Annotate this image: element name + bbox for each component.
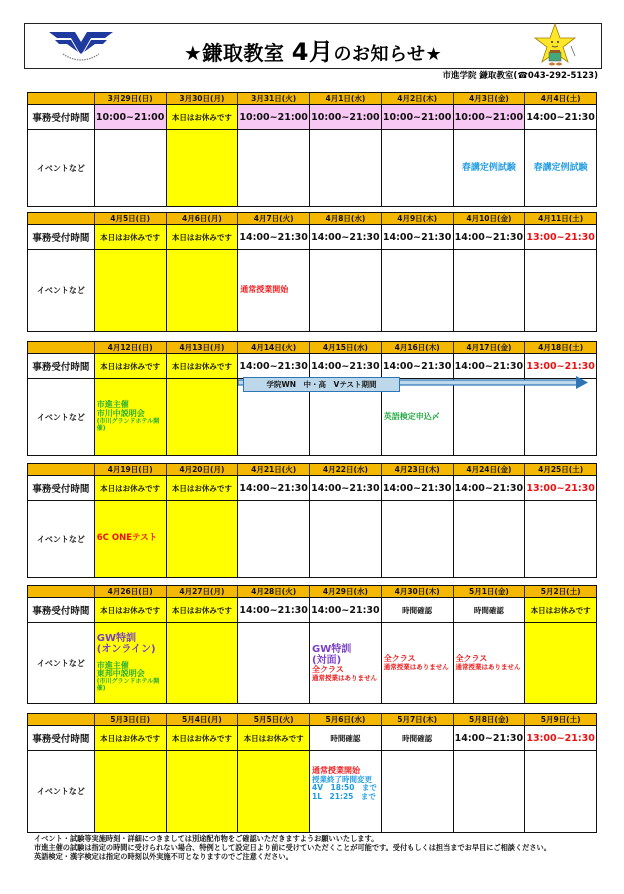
event-text: 英語検定申込〆 — [383, 411, 440, 421]
hours-cell: 14:00~21:30 — [381, 225, 453, 249]
hours-cell: 14:00~21:30 — [453, 354, 525, 378]
hours-cell-confirm: 時間確認 — [453, 598, 525, 622]
date-cell: 5月7日(木) — [381, 714, 453, 725]
week-block — [27, 212, 597, 332]
date-header-row — [28, 212, 596, 224]
week-block — [27, 463, 597, 578]
date-cell: 4月22日(水) — [309, 464, 381, 475]
vtest-period-banner: 学院WN 中・高 Vテスト期間 — [243, 377, 400, 392]
reception-hours-label: 事務受付時間 — [32, 606, 90, 617]
date-cell: 4月20日(月) — [166, 464, 238, 475]
event-cell — [381, 250, 453, 331]
hours-cell: 14:00~21:30 — [453, 726, 525, 750]
hours-cell-closed: 本日はお休みです — [166, 225, 238, 249]
event-cell-closed — [166, 623, 238, 703]
hours-cell-confirm: 時間確認 — [381, 726, 453, 750]
date-cell: 4月13日(月) — [166, 342, 238, 353]
event-cell — [524, 751, 596, 832]
hours-cell: 14:00~21:30 — [309, 598, 381, 622]
event-cell-closed — [524, 623, 596, 703]
hours-cell: 10:00~21:00 — [237, 105, 309, 129]
footer-note: 英語検定・漢字検定は指定の時刻以外実施不可となりますのでご注意ください。 — [34, 852, 293, 861]
event-cell — [237, 250, 309, 331]
date-cell: 5月6日(水) — [309, 714, 381, 725]
hours-cell-closed: 本日はお休みです — [94, 354, 166, 378]
footer-note: イベント・試験等実施時刻・詳細につきましては別途配布物をご確認いただきますようお願いいたします。 — [34, 834, 379, 843]
event-text: GW特訓 (オンライン) 市進主催 東邦中説明会 (市川グランドホテル開催) — [96, 633, 160, 693]
hours-cell-saturday: 13:00~21:30 — [524, 225, 596, 249]
date-header-row — [28, 585, 596, 597]
date-cell: 5月5日(火) — [237, 714, 309, 725]
footer-note: 市進主催の試験は指定の時間に受けられない場合、特例として設定日より前に受けていただくことが可能です。受付もしくは担当までお早目にご相談ください。 — [34, 843, 551, 852]
date-cell: 4月10日(金) — [453, 213, 525, 224]
header-banner — [24, 23, 602, 69]
date-cell: 3月31日(火) — [237, 93, 309, 104]
event-cell — [309, 751, 381, 832]
hours-cell-closed: 本日はお休みです — [166, 476, 238, 500]
hours-cell: 14:00~21:30 — [309, 476, 381, 500]
event-cell-closed — [94, 751, 166, 832]
hours-cell: 14:00~21:30 — [381, 354, 453, 378]
date-cell: 4月9日(木) — [381, 213, 453, 224]
event-cell — [94, 130, 166, 206]
event-cell — [381, 623, 453, 703]
reception-hours-label: 事務受付時間 — [32, 113, 90, 124]
reception-hours-row — [28, 104, 596, 129]
date-cell: 4月18日(土) — [524, 342, 596, 353]
hours-cell: 10:00~21:00 — [94, 105, 166, 129]
hours-cell-saturday: 13:00~21:30 — [524, 354, 596, 378]
date-cell: 4月24日(金) — [453, 464, 525, 475]
date-cell: 3月30日(月) — [166, 93, 238, 104]
school-contact: 市進学院 鎌取教室(☎043-292-5123) — [442, 71, 598, 81]
event-cell-closed — [94, 250, 166, 331]
date-header-row — [28, 341, 596, 353]
reception-hours-label: 事務受付時間 — [32, 734, 90, 745]
event-text: 通常授業開始 — [240, 285, 289, 295]
date-cell: 4月3日(金) — [453, 93, 525, 104]
event-cell — [309, 623, 381, 703]
date-cell: 4月30日(木) — [381, 586, 453, 597]
event-cell-closed — [237, 751, 309, 832]
event-cell — [453, 623, 525, 703]
date-header-row — [28, 92, 596, 104]
event-cell-closed — [166, 751, 238, 832]
date-cell: 4月27日(月) — [166, 586, 238, 597]
hours-cell-closed: 本日はお休みです — [524, 598, 596, 622]
events-row — [28, 750, 596, 832]
event-text: 6C ONEテスト — [96, 533, 158, 544]
date-header-row — [28, 713, 596, 725]
hours-cell-closed: 本日はお休みです — [166, 354, 238, 378]
date-cell: 4月5日(日) — [94, 213, 166, 224]
reception-hours-row — [28, 353, 596, 378]
hours-cell: 14:00~21:30 — [309, 225, 381, 249]
events-row — [28, 622, 596, 703]
event-cell-closed — [166, 250, 238, 331]
event-cell — [309, 250, 381, 331]
reception-hours-row — [28, 475, 596, 500]
date-cell: 4月7日(火) — [237, 213, 309, 224]
event-cell — [381, 130, 453, 206]
events-label: イベントなど — [36, 787, 85, 796]
date-header-row — [28, 463, 596, 475]
date-cell: 4月15日(水) — [309, 342, 381, 353]
hours-cell: 14:00~21:30 — [237, 354, 309, 378]
date-label-cell — [28, 342, 94, 353]
date-cell: 5月3日(日) — [94, 714, 166, 725]
event-cell — [453, 379, 525, 455]
hours-cell: 10:00~21:00 — [309, 105, 381, 129]
hours-cell: 14:00~21:30 — [453, 225, 525, 249]
date-cell: 4月1日(水) — [309, 93, 381, 104]
week-block — [27, 713, 597, 833]
event-text: 春講定例試験 — [533, 162, 588, 173]
hours-cell-closed: 本日はお休みです — [94, 476, 166, 500]
events-label: イベントなど — [36, 658, 85, 668]
date-cell: 4月28日(火) — [237, 586, 309, 597]
date-cell: 4月19日(日) — [94, 464, 166, 475]
date-cell: 3月29日(日) — [94, 93, 166, 104]
reception-hours-row — [28, 597, 596, 622]
reception-hours-label: 事務受付時間 — [32, 233, 90, 244]
date-cell: 4月6日(月) — [166, 213, 238, 224]
event-cell — [453, 751, 525, 832]
events-row — [28, 129, 596, 206]
hours-cell: 14:00~21:30 — [453, 476, 525, 500]
event-cell-closed — [94, 379, 166, 455]
hours-cell: 14:00~21:30 — [237, 476, 309, 500]
page-title: ★鎌取教室 4月のお知らせ★ — [183, 38, 443, 66]
event-cell-closed — [166, 501, 238, 577]
event-text: 通常授業開始 授業終了時間変更 4V 18:50 まで 1L 21:25 まで — [312, 766, 377, 801]
date-cell: 4月21日(火) — [237, 464, 309, 475]
event-cell — [453, 501, 525, 577]
event-cell-closed — [166, 379, 238, 455]
hours-cell-closed: 本日はお休みです — [237, 726, 309, 750]
event-text: 春講定例試験 — [461, 162, 516, 173]
date-label-cell — [28, 464, 94, 475]
hours-cell-closed: 本日はお休みです — [166, 105, 238, 129]
events-label: イベントなど — [36, 163, 85, 173]
hours-cell-closed: 本日はお休みです — [166, 598, 238, 622]
date-cell: 5月1日(金) — [453, 586, 525, 597]
date-cell: 4月2日(木) — [381, 93, 453, 104]
week-block — [27, 341, 597, 456]
star-mascot-icon — [525, 22, 585, 68]
event-cell — [524, 501, 596, 577]
hours-cell-saturday: 13:00~21:30 — [524, 726, 596, 750]
date-cell: 4月11日(土) — [524, 213, 596, 224]
event-cell — [453, 130, 525, 206]
date-cell: 4月25日(土) — [524, 464, 596, 475]
events-label: イベントなど — [36, 412, 85, 422]
event-cell-closed — [94, 501, 166, 577]
event-cell — [237, 501, 309, 577]
date-label-cell — [28, 213, 94, 224]
date-label-cell — [28, 714, 94, 725]
event-text: 全クラス 通常授業はありません — [383, 653, 449, 671]
date-cell: 4月8日(水) — [309, 213, 381, 224]
events-label: イベントなど — [36, 534, 85, 544]
event-cell-closed — [94, 623, 166, 703]
date-cell: 5月9日(土) — [524, 714, 596, 725]
event-cell — [524, 379, 596, 455]
date-cell: 4月29日(水) — [309, 586, 381, 597]
event-cell — [381, 501, 453, 577]
footer-notes — [34, 834, 614, 861]
date-cell: 4月12日(日) — [94, 342, 166, 353]
event-cell — [453, 250, 525, 331]
week-block — [27, 585, 597, 704]
hours-cell-closed: 本日はお休みです — [94, 225, 166, 249]
date-cell: 4月14日(火) — [237, 342, 309, 353]
event-cell — [309, 501, 381, 577]
hours-cell: 14:00~21:30 — [237, 598, 309, 622]
reception-hours-label: 事務受付時間 — [32, 362, 90, 373]
hours-cell: 14:00~21:30 — [381, 476, 453, 500]
date-cell: 5月2日(土) — [524, 586, 596, 597]
week-block — [27, 92, 597, 207]
date-cell: 5月4日(月) — [166, 714, 238, 725]
date-cell: 5月8日(金) — [453, 714, 525, 725]
event-text: 全クラス 通常授業はありません — [455, 653, 521, 671]
date-cell: 4月26日(日) — [94, 586, 166, 597]
date-cell: 4月4日(土) — [524, 93, 596, 104]
hours-cell: 14:00~21:30 — [237, 225, 309, 249]
event-cell — [524, 250, 596, 331]
hours-cell-confirm: 時間確認 — [309, 726, 381, 750]
hours-cell: 10:00~21:00 — [453, 105, 525, 129]
event-text: 市進主催 市川中説明会 (市川グランドホテル開催) — [96, 400, 160, 432]
date-cell: 4月23日(木) — [381, 464, 453, 475]
hours-cell: 14:00~21:30 — [524, 105, 596, 129]
event-cell-closed — [166, 130, 238, 206]
events-label: イベントなど — [36, 286, 85, 295]
date-label-cell — [28, 586, 94, 597]
event-cell — [381, 751, 453, 832]
event-cell — [237, 130, 309, 206]
date-cell: 4月17日(金) — [453, 342, 525, 353]
events-row — [28, 500, 596, 577]
hours-cell-closed: 本日はお休みです — [166, 726, 238, 750]
hours-cell-closed: 本日はお休みです — [94, 598, 166, 622]
date-label-cell — [28, 93, 94, 104]
hours-cell-confirm: 時間確認 — [381, 598, 453, 622]
event-text: GW特訓 (対面) 全クラス 通常授業はありません — [312, 643, 378, 683]
events-row — [28, 249, 596, 331]
hours-cell-closed: 本日はお休みです — [94, 726, 166, 750]
hours-cell-saturday: 13:00~21:30 — [524, 476, 596, 500]
event-cell — [237, 623, 309, 703]
event-cell — [309, 130, 381, 206]
reception-hours-label: 事務受付時間 — [32, 484, 90, 495]
hours-cell: 14:00~21:30 — [309, 354, 381, 378]
event-cell — [524, 130, 596, 206]
date-cell: 4月16日(木) — [381, 342, 453, 353]
reception-hours-row — [28, 725, 596, 750]
reception-hours-row — [28, 224, 596, 249]
hours-cell: 10:00~21:00 — [381, 105, 453, 129]
